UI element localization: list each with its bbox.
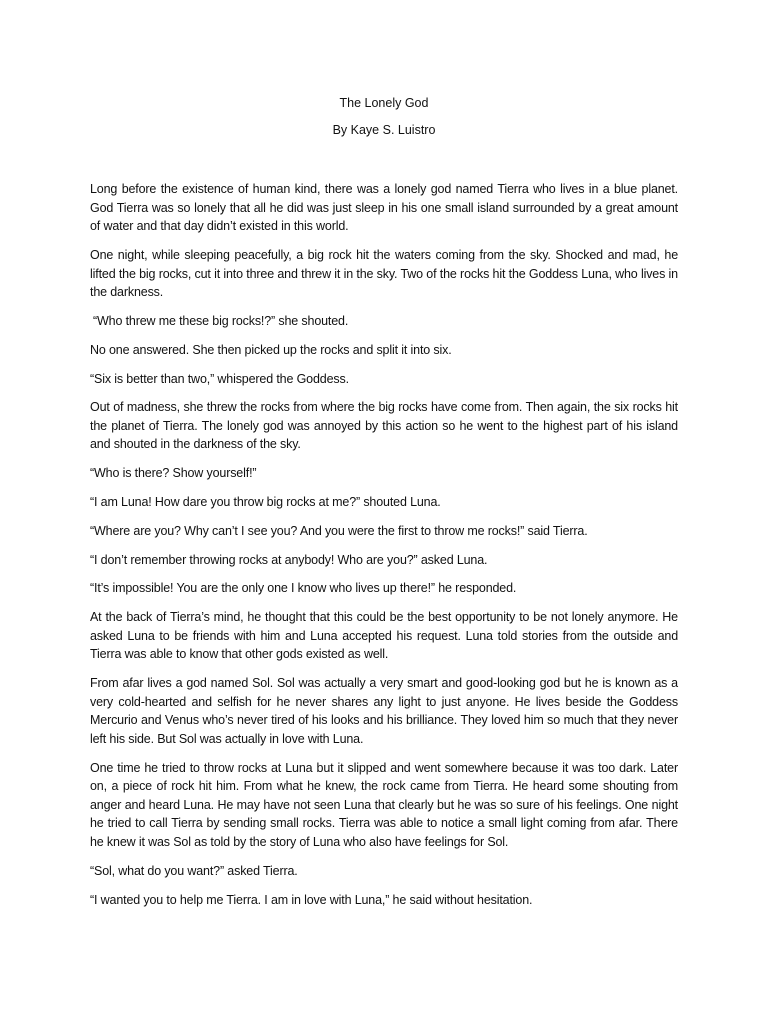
paragraph-4: No one answered. She then picked up the rocks and split it into six. [90,342,452,357]
paragraph-13: From afar lives a god named Sol. Sol was actually a very smart and good-looking god but he is known as a very cold-hearted and selfish for he never shares any light to just anyone. He lives beside the Goddess Mercurio and Venus who’s never tired of his looks and his brilliance. They loved him so much that they never left his side. But Sol was actually in love with Luna. [90,676,678,746]
paragraph-14: One time he tried to throw rocks at Luna but it slipped and went somewhere because it was too dark. Later on, a piece of rock hit him. From what he knew, the rock came from Tierra. He heard some shouting from anger and heard Luna. He may have not seen Luna that clearly but he was so sure of his feelings. One night he tried to call Tierra by sending small rocks. Tierra was able to notice a small light coming from afar. There he knew it was Sol as told by the story of Luna who also have feelings for Sol. [90,760,678,850]
document-page [90,96,678,919]
story-title: The Lonely God [339,96,429,110]
paragraph-6: Out of madness, she threw the rocks from where the big rocks have come from. Then again, the six rocks hit the planet of Tierra. The lonely god was annoyed by this action so he went to the highest part of his island and shouted in the darkness of the sky. [90,400,678,452]
paragraph-2: One night, while sleeping peacefully, a big rock hit the waters coming from the sky. Shocked and mad, he lifted the big rocks, cut it into three and threw it in the sky. Two of the rocks hit the Goddess Luna, who lives in the darkness. [90,247,678,300]
paragraph-12: At the back of Tierra’s mind, he thought that this could be the best opportunity to be not lonely anymore. He asked Luna to be friends with him and Luna accepted his request. Luna told stories from the outside and Tierra was able to know that other gods existed as well. [90,610,678,662]
paragraph-11: “It’s impossible! You are the only one I know who lives up there!” he responded. [90,581,517,596]
story-author: By Kaye S. Luistro [332,123,436,137]
paragraph-15: “Sol, what do you want?” asked Tierra. [90,863,298,878]
paragraph-1: Long before the existence of human kind, there was a lonely god named Tierra who lives in a blue planet. God Tierra was so lonely that all he did was just sleep in his one small island surrounded by a great amount of water and that day didn’t existed in this world. [90,182,678,234]
paragraph-9: “Where are you? Why can’t I see you? And you were the first to throw me rocks!” said Tierra. [90,523,588,538]
paragraph-16: “I wanted you to help me Tierra. I am in love with Luna,” he said without hesitation. [90,892,533,907]
paragraph-8: “I am Luna! How dare you throw big rocks at me?” shouted Luna. [90,495,441,510]
paragraph-7: “Who is there? Show yourself!” [90,466,257,481]
paragraph-10: “I don’t remember throwing rocks at anybody! Who are you?” asked Luna. [90,552,488,567]
paragraph-5: “Six is better than two,” whispered the Goddess. [90,371,349,386]
paragraph-3: “Who threw me these big rocks!?” she shouted. [93,313,349,328]
story-body [90,180,678,909]
